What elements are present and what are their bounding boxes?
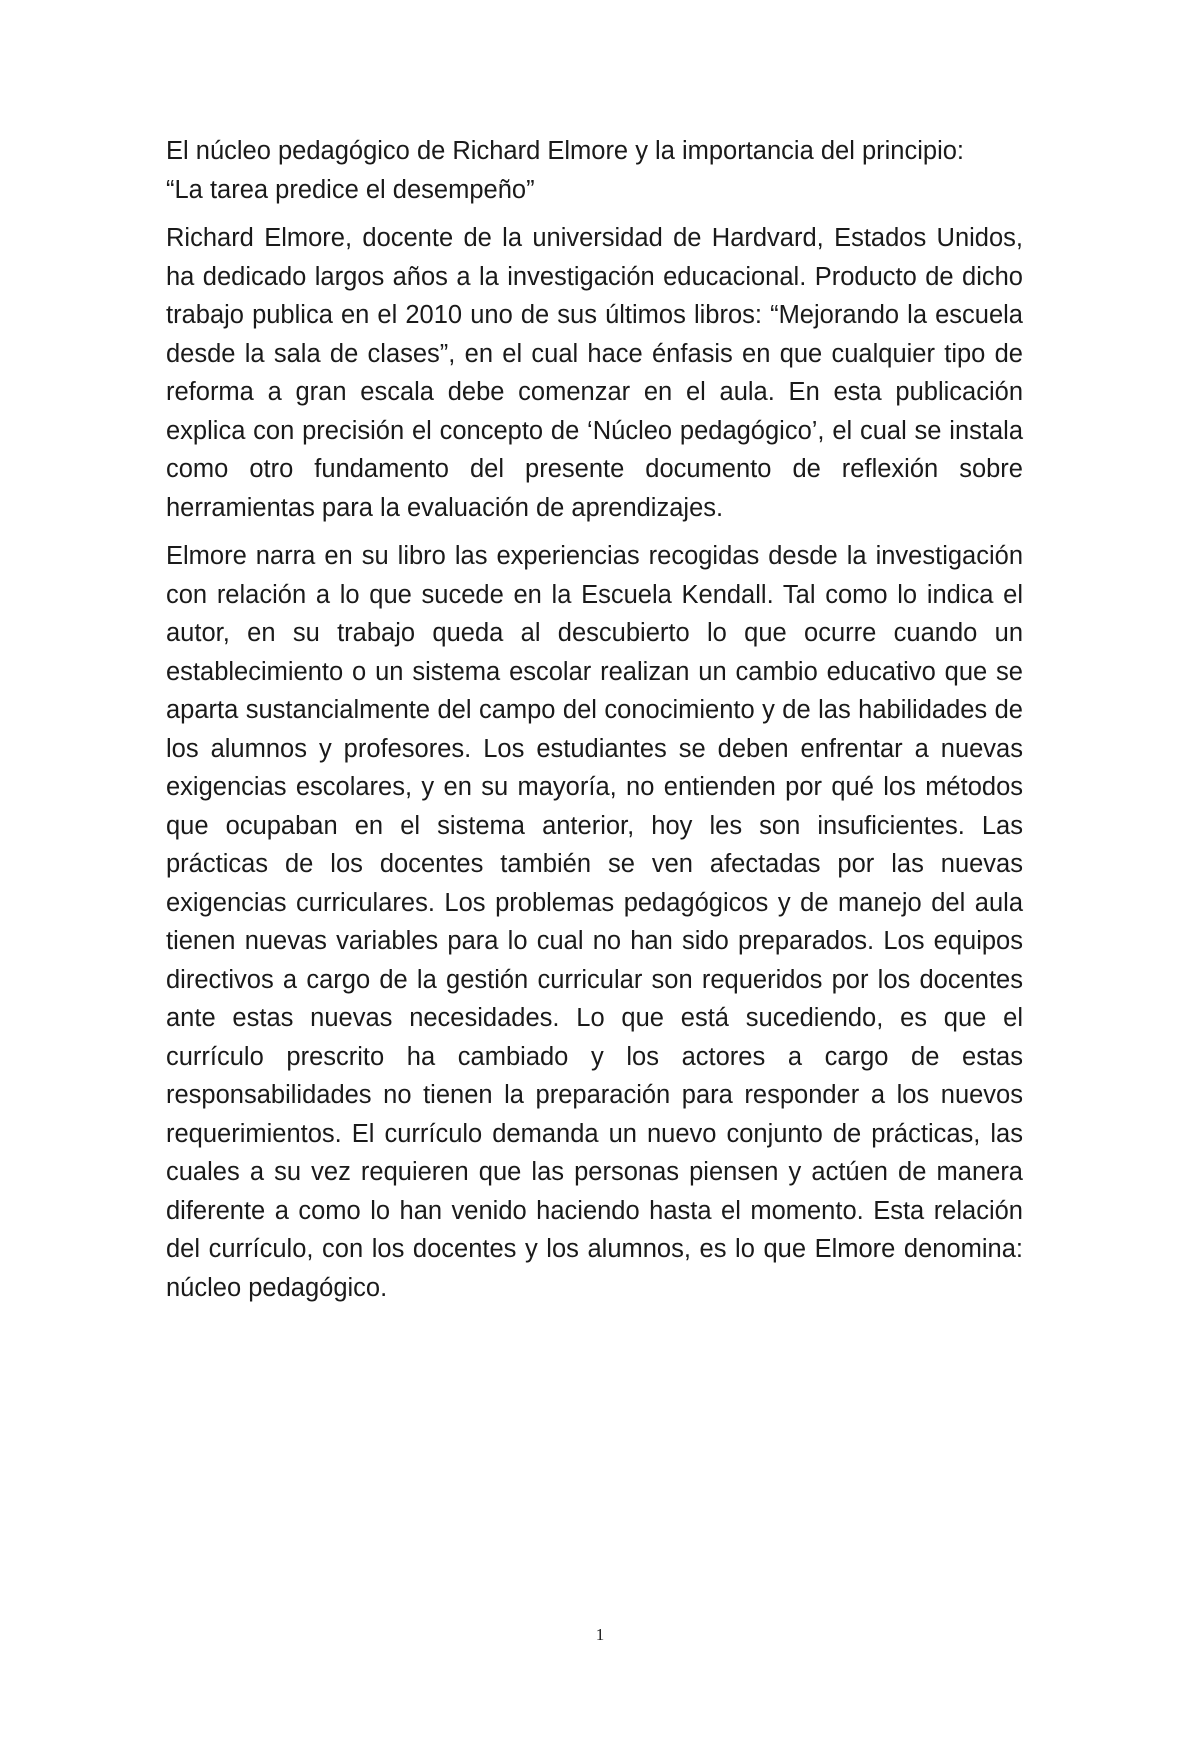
- title-line-1: El núcleo pedagógico de Richard Elmore y la importancia del principio:: [166, 137, 965, 165]
- document-title: [166, 132, 1023, 209]
- paragraph-2: Elmore narra en su libro las experiencias recogidas desde la investigación con relación a lo que sucede en la Escuela Kendall. Tal como lo indica el autor, en su trabajo queda al descubierto lo que ocurre cuando un establecimiento o un sistema escolar realizan un cambio educativo que se aparta sustancialmente del campo del conocimiento y de las habilidades de los alumnos y profesores. Los estudiantes se deben enfrentar a nuevas exigencias escolares, y en su mayoría, no entienden por qué los métodos que ocupaban en el sistema anterior, hoy les son insuficientes. Las prácticas de los docentes también se ven afectadas por las nuevas exigencias curriculares. Los problemas pedagógicos y de manejo del aula tienen nuevas variables para lo cual no han sido preparados. Los equipos directivos a cargo de la gestión curricular son requeridos por los docentes ante estas nuevas necesidades. Lo que está sucediendo, es que el currículo prescrito ha cambiado y los actores a cargo de estas responsabilidades no tienen la preparación para responder a los nuevos requerimientos. El currículo demanda un nuevo conjunto de prácticas, las cuales a su vez requieren que las personas piensen y actúen de manera diferente a como lo han venido haciendo hasta el momento. Esta relación del currículo, con los docentes y los alumnos, es lo que Elmore denomina: núcleo pedagógico.: [166, 542, 1023, 1302]
- title-line-2: “La tarea predice el desempeño”: [166, 175, 535, 204]
- document-body: [166, 132, 1023, 1317]
- paragraph-1: Richard Elmore, docente de la universidad de Hardvard, Estados Unidos, ha dedicado largos años a la investigación educacional. Producto de dicho trabajo publica en el 2010 uno de sus últimos libros: “Mejorando la escuela desde la sala de clases”, en el cual hace énfasis en que cualquier tipo de reforma a gran escala debe comenzar en el aula. En esta publicación explica con precisión el concepto de ‘Núcleo pedagógico’, el cual se instala como otro fundamento del presente documento de reflexión sobre herramientas para la evaluación de aprendizajes.: [166, 224, 1023, 522]
- page-number: 1: [595, 1625, 605, 1644]
